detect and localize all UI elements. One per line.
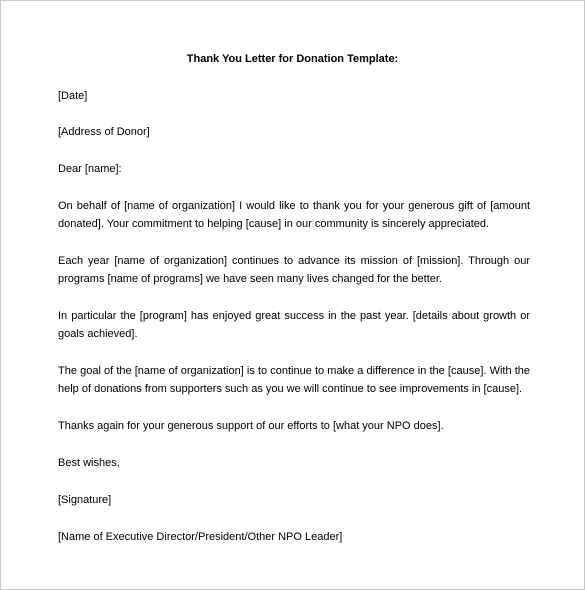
date-line: [Date] bbox=[58, 90, 88, 102]
salutation: Dear [name]: bbox=[58, 163, 122, 175]
paragraph-mission: Each year [name of organization] continues to advance its mission of [mission]. Through our programs [name of programs] we have seen many lives changed for the better. bbox=[58, 255, 530, 285]
signature-line: [Signature] bbox=[58, 494, 112, 506]
donor-address: [Address of Donor] bbox=[58, 126, 150, 138]
paragraph-intro: On behalf of [name of organization] I would like to thank you for your generous gift of [amount donated]. Your commitment to helping [cause] in our community is sincerely appreciated. bbox=[58, 200, 530, 230]
paragraph-program: In particular the [program] has enjoyed great success in the past year. [details about growth or goals achieved]. bbox=[58, 310, 530, 340]
signer-name: [Name of Executive Director/President/Other NPO Leader] bbox=[58, 531, 343, 543]
closing-line: Best wishes, bbox=[58, 457, 120, 469]
document-title: Thank You Letter for Donation Template: bbox=[186, 53, 399, 65]
paragraph-thanks: Thanks again for your generous support of our efforts to [what your NPO does]. bbox=[58, 420, 444, 432]
paragraph-goal: The goal of the [name of organization] is to continue to make a difference in the [cause]. With the help of donations from supporters such as you we will continue to see improvements in [cause]. bbox=[58, 365, 530, 395]
